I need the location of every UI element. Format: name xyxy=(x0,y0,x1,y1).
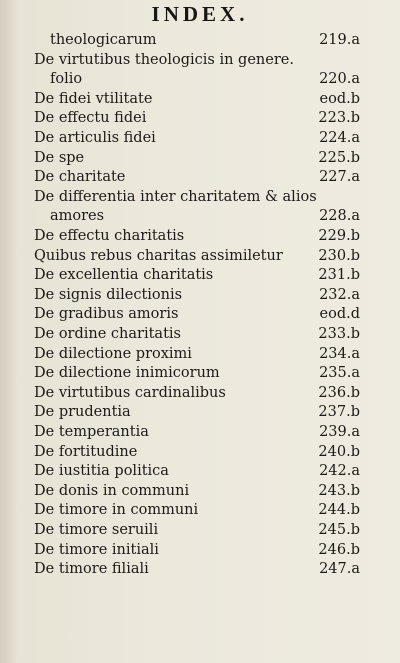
entry-page-number: 236.b xyxy=(318,384,360,401)
entry-title: Quibus rebus charitas assimiletur xyxy=(34,247,283,264)
entry-page-number: 233.b xyxy=(318,326,360,342)
index-entry xyxy=(34,89,360,109)
entry-page-number: 247.a xyxy=(319,561,360,578)
entry-title: De charitate xyxy=(34,169,126,186)
index-entry xyxy=(34,500,360,520)
entry-page-number: 246.b xyxy=(318,541,360,558)
index-entry xyxy=(50,30,360,50)
entry-page-number: eod.b xyxy=(319,90,360,107)
index-entry xyxy=(34,363,360,383)
index-entry xyxy=(34,540,360,560)
entry-title: De fidei vtilitate xyxy=(34,90,153,107)
entry-title: De articulis fidei xyxy=(34,130,156,146)
entry-page-number: 229.b xyxy=(318,228,360,244)
index-entry xyxy=(34,304,360,324)
index-entry xyxy=(34,422,360,442)
index-entry xyxy=(34,481,360,501)
entry-title: De effectu fidei xyxy=(34,110,147,127)
entry-title: De spe xyxy=(34,149,85,166)
entry-page-number: 234.a xyxy=(319,345,360,362)
entry-title: De iustitia politica xyxy=(34,463,169,480)
entry-title: theologicarum xyxy=(50,32,157,48)
entry-page-number: 232.a xyxy=(319,286,360,303)
index-entry xyxy=(34,148,360,168)
entry-page-number: 239.a xyxy=(319,424,360,440)
entry-title: De effectu charitatis xyxy=(34,228,185,244)
entry-title: De virtutibus cardinalibus xyxy=(34,384,226,401)
entry-page-number: 237.b xyxy=(318,404,360,421)
index-entry xyxy=(34,265,360,285)
index-entry xyxy=(34,402,360,422)
entry-page-number: 219.a xyxy=(319,32,360,48)
entry-page-number: 231.b xyxy=(318,267,360,284)
index-entry xyxy=(50,69,360,89)
index-entry xyxy=(34,167,360,187)
index-entry xyxy=(34,285,360,305)
entry-title: De virtutibus theologicis in genere. xyxy=(34,51,294,68)
entry-title: De temperantia xyxy=(34,424,149,440)
entry-page-number: 223.b xyxy=(318,110,360,127)
index-entry xyxy=(34,344,360,364)
entry-page-number: 224.a xyxy=(319,130,360,146)
entry-page-number: 245.b xyxy=(318,522,360,538)
entry-page-number: 243.b xyxy=(318,482,360,499)
entry-title: amores xyxy=(50,208,105,225)
entry-title: De ordine charitatis xyxy=(34,326,181,342)
index-entry xyxy=(34,442,360,462)
entry-page-number: 240.b xyxy=(318,443,360,460)
entry-title: De differentia inter charitatem & alios xyxy=(34,188,317,205)
entry-title: folio xyxy=(50,71,83,88)
entry-page-number: 225.b xyxy=(318,149,360,166)
entry-title: De timore filiali xyxy=(34,561,149,578)
entry-title: De timore in communi xyxy=(34,502,199,519)
entry-page-number: 242.a xyxy=(319,463,360,480)
entry-title: De donis in communi xyxy=(34,482,190,499)
index-entry xyxy=(34,461,360,481)
entry-title: De excellentia charitatis xyxy=(34,267,214,284)
entry-title: De timore seruili xyxy=(34,522,159,538)
page-header: INDEX. xyxy=(151,2,249,26)
entry-page-number: 230.b xyxy=(318,247,360,264)
entry-page-number: 235.a xyxy=(319,365,360,382)
entry-title: De fortitudine xyxy=(34,443,138,460)
entry-title: De prudentia xyxy=(34,404,131,421)
index-entry xyxy=(34,226,360,246)
entry-title: De timore initiali xyxy=(34,541,159,558)
entry-title: De gradibus amoris xyxy=(34,306,179,323)
entry-page-number: 244.b xyxy=(318,502,360,519)
entry-page-number: 227.a xyxy=(319,169,360,186)
index-entry xyxy=(34,520,360,540)
entry-title: De signis dilectionis xyxy=(34,286,183,303)
index-entry xyxy=(34,50,360,70)
index-entry xyxy=(34,187,360,207)
index-entry xyxy=(34,246,360,266)
index-entry xyxy=(34,383,360,403)
index-entry xyxy=(50,206,360,226)
index-entry xyxy=(34,559,360,579)
index-entry xyxy=(34,128,360,148)
index-entry xyxy=(34,324,360,344)
entry-title: De dilectione proximi xyxy=(34,345,192,362)
entry-title: De dilectione inimicorum xyxy=(34,365,220,382)
entry-page-number: 220.a xyxy=(319,71,360,88)
entry-page-number: 228.a xyxy=(319,208,360,225)
gutter-shadow xyxy=(0,0,18,663)
entry-page-number: eod.d xyxy=(319,306,360,323)
index-entry xyxy=(34,108,360,128)
